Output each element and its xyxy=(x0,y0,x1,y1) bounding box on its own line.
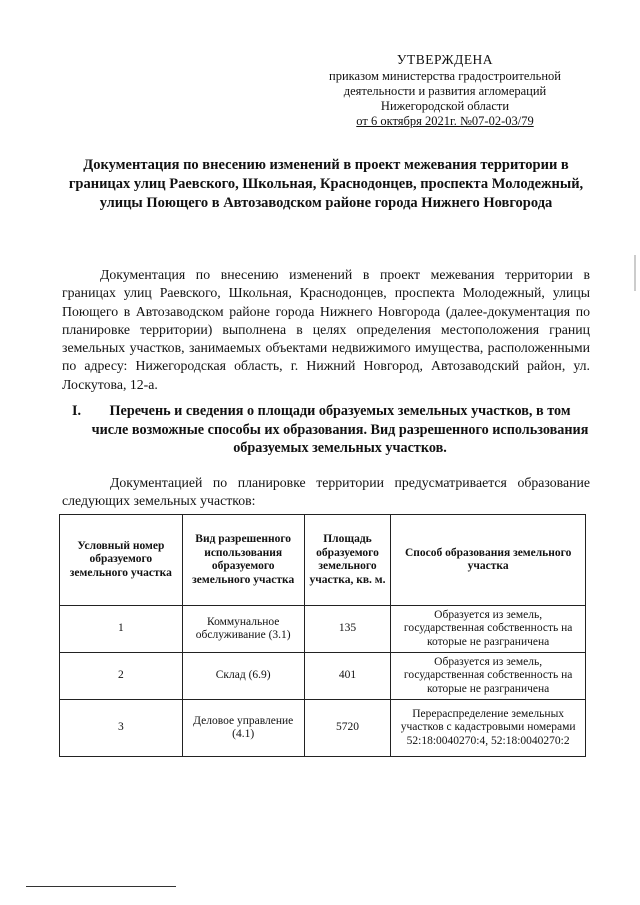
cell-permitted-use: Склад (6.9) xyxy=(182,653,304,700)
document-title: Документация по внесению изменений в проект межевания территории в границах улиц Раевского, Школьная, Краснодонцев, проспекта Молодежный, улицы Поющего в Автозаводском районе города Нижнего Новгорода xyxy=(68,157,584,211)
cell-formation-method: Образуется из земель, государственная собственность на которые не разграничена xyxy=(391,653,586,700)
table-header-row xyxy=(60,515,586,606)
cell-permitted-use: Коммунальное обслуживание (3.1) xyxy=(182,606,304,653)
header-plot-number: Условный номер образуемого земельного участка xyxy=(60,515,183,606)
header-permitted-use: Вид разрешенного использования образуемого земельного участка xyxy=(182,515,304,606)
table-row xyxy=(60,653,586,700)
scan-edge-mark xyxy=(634,255,636,291)
section-title: Перечень и сведения о площади образуемых земельных участков, в том числе возможные способы их образования. Вид разрешенного использования образуемых земельных участков. xyxy=(91,403,589,456)
approval-heading: УТВЕРЖДЕНА xyxy=(396,52,494,67)
cell-permitted-use: Деловое управление (4.1) xyxy=(182,700,304,757)
approval-line-3: Нижегородской области xyxy=(380,99,510,113)
cell-plot-number: 2 xyxy=(60,653,183,700)
intro-paragraph: Документация по внесению изменений в проект межевания территории в границах улиц Раевского, Школьная, Краснодонцев, проспекта Молодежный, улицы Поющего в Автозаводском районе города Нижнего Новгорода (далее-документация по планировке территории) выполнена в целях определения местоположения границ земельных участков, занимаемых объектами недвижимого имущества, расположенными по адресу: Нижегородская область, г. Нижний Новгород, Автозаводский район, ул. Лоскутова, 12-а. xyxy=(62,267,590,392)
header-area: Площадь образуемого земельного участка, кв. м. xyxy=(304,515,391,606)
approval-order-reference: от 6 октября 2021г. №07-02-03/79 xyxy=(356,114,534,128)
section-heading xyxy=(62,402,590,458)
section-intro-paragraph: Документацией по планировке территории предусматривается образование следующих земельных участков: xyxy=(62,475,590,509)
land-plots-table xyxy=(59,514,586,757)
approval-stamp xyxy=(300,52,590,129)
approval-line-2: деятельности и развития агломераций xyxy=(343,84,547,98)
cell-plot-number: 1 xyxy=(60,606,183,653)
cell-formation-method: Образуется из земель, государственная собственность на которые не разграничена xyxy=(391,606,586,653)
section-number: I. xyxy=(72,403,82,419)
cell-formation-method: Перераспределение земельных участков с кадастровыми номерами 52:18:0040270:4, 52:18:0040270:2 xyxy=(391,700,586,757)
cell-area: 401 xyxy=(304,653,391,700)
cell-area: 5720 xyxy=(304,700,391,757)
approval-line-1: приказом министерства градостроительной xyxy=(329,69,561,83)
header-formation-method: Способ образования земельного участка xyxy=(391,515,586,606)
cell-plot-number: 3 xyxy=(60,700,183,757)
table-row xyxy=(60,700,586,757)
footnote-divider xyxy=(26,886,176,887)
cell-area: 135 xyxy=(304,606,391,653)
table-row xyxy=(60,606,586,653)
